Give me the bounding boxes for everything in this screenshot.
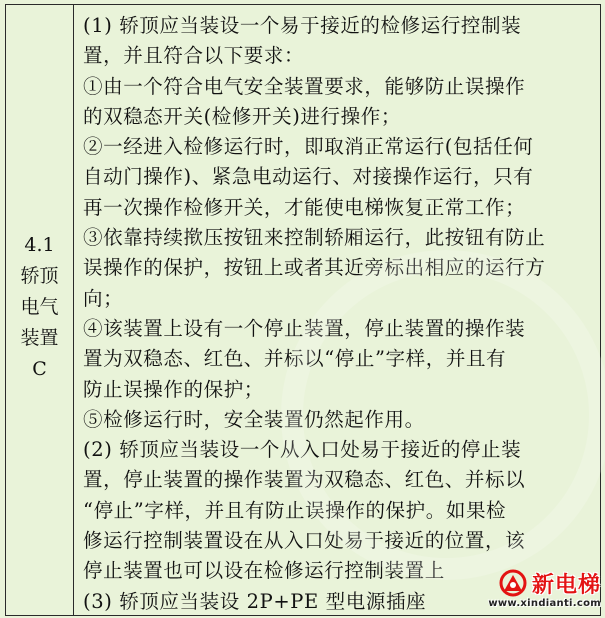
content-line: (2) 轿顶应当装设一个从入口处易于接近的停止装 (83, 438, 522, 462)
site-logo (471, 568, 601, 614)
category-line: 装置 (20, 326, 59, 349)
content-line: 再一次操作检修开关，才能使电梯恢复正常工作； (83, 195, 526, 219)
category-cell (6, 5, 74, 615)
content-line: ④该装置上设有一个停止装置，停止装置的操作装 (83, 316, 526, 340)
content-line: 误操作的保护，按钮上或者其近旁标出相应的运行方 (83, 256, 546, 280)
regulation-table (5, 4, 601, 616)
category-line: C (32, 357, 47, 380)
content-line: 停止装置也可以设在检修运行控制装置上 (83, 559, 445, 583)
category-line: 4.1 (24, 233, 55, 256)
logo-url: www.xindianti.com (488, 598, 601, 609)
category-line: 轿顶 (20, 264, 59, 287)
content-line: ③依靠持续揿压按钮来控制轿厢运行，此按钮有防止 (83, 226, 546, 250)
requirements-cell (74, 5, 600, 615)
content-line: 自动门操作)、紧急电动运行、对接操作运行，只有 (83, 165, 534, 189)
category-label (20, 230, 58, 385)
content-line: 防止误操作的保护； (83, 377, 264, 401)
elevator-logo-icon (498, 569, 528, 597)
content-line: (1) 轿顶应当装设一个易于接近的检修运行控制装 (83, 14, 522, 37)
content-line: ②一经进入检修运行时，即取消正常运行(包括任何 (83, 135, 534, 159)
content-line: 的双稳态开关(检修开关)进行操作； (83, 104, 401, 128)
content-line: ①由一个符合电气安全装置要求，能够防止误操作 (83, 74, 526, 98)
content-line: (3) 轿顶应当装设 2P+PE 型电源插座 (83, 589, 427, 613)
logo-top-row (498, 568, 601, 598)
content-line: 置，停止装置的操作装置为双稳态、红色、并标以 (83, 468, 526, 492)
content-line: 向； (83, 286, 124, 310)
content-line: 置为双稳态、红色、并标以“停止”字样，并且有 (83, 347, 507, 371)
content-line: 修运行控制装置设在从入口处易于接近的位置，该 (83, 529, 526, 553)
content-line: 置，并且符合以下要求： (83, 44, 305, 68)
logo-name: 新电梯 (531, 572, 601, 598)
content-line: “停止”字样，并且有防止误操作的保护。如果检 (83, 498, 507, 522)
content-line: ⑤检修运行时，安全装置仍然起作用。 (83, 407, 425, 431)
category-line: 电气 (20, 295, 59, 318)
